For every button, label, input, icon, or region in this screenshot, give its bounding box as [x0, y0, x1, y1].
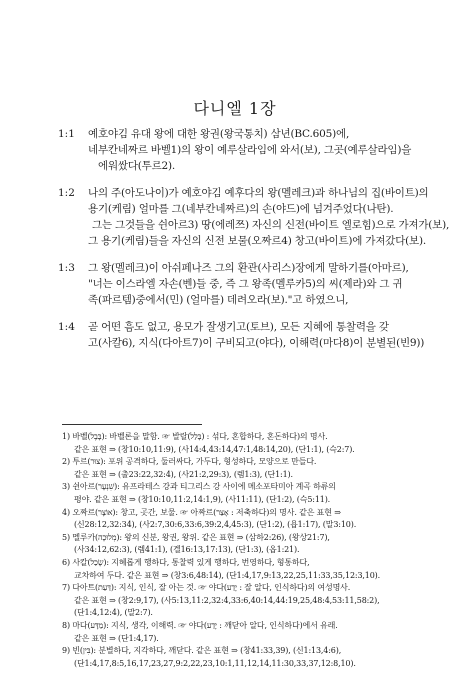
- verse-line: 고(사칼6), 지식(다아트7)이 구비되고(야다), 이해력(마다8)이 분별된(빈9)): [88, 337, 425, 349]
- footnote-2: [62, 456, 442, 481]
- footnote-divider: [62, 424, 202, 425]
- footnote-text: 오짜르(אוֹצָר): 창고, 곳간, 보물. ☞ 아짜르(אָצַר : 저축하다)의 명사. 같은 표현 ⇒: [72, 507, 341, 517]
- verse-line: 용기(케림) 얼마를 그(네부칸네짜르)의 손(야드)에 넘겨주었다(나탄).: [88, 203, 394, 215]
- verse-line: 에워쌌다(투르2).: [98, 160, 176, 172]
- verse-1-3: [58, 260, 430, 308]
- verse-line: 그는 그것들을 쉰아르3) 땅(에레쯔) 자신의 신전(바이트 엘로힘)으로 가져가(보),: [92, 219, 450, 231]
- footnote-3: [62, 481, 442, 506]
- footnote-number: 8): [62, 620, 70, 630]
- verse-line: "너는 이스라엘 자손(벤)들 중, 즉 그 왕족(멜루카5)의 씨(제라)와 그 귀: [88, 278, 403, 290]
- footnote-text: 투르(צוּר): 포위 공격하다, 둘러싸다, 가두다, 형성하다, 모양으로 만들다.: [72, 457, 317, 467]
- footnote-number: 1): [62, 432, 70, 441]
- footnote-line: 평야. 같은 표현 ⇒ (창10:10,11:2,14:1,9), (사11:11), (단1:2), (슥5:11).: [74, 494, 331, 504]
- footnote-number: 7): [62, 583, 70, 593]
- footnote-1: [62, 431, 442, 456]
- footnote-number: 4): [62, 507, 70, 517]
- verse-line: 그 용기(케림)들을 자신의 신전 보물(오짜르4) 창고(바이트)에 가져갔다(보).: [88, 235, 427, 247]
- footnote-line: 교차하여 두다. 같은 표현 ⇒ (창3:6,48:14), (단1:4,17,9:13,22,25,11:33,35,12:3,10).: [74, 570, 381, 580]
- verse-number: 1:2: [58, 187, 75, 199]
- verse-line: 곧 어떤 흠도 없고, 용모가 잘생기고(토브), 모든 지혜에 통찰력을 갖: [88, 321, 389, 333]
- footnote-line: (사34:12,62:3), (렘41:1), (겔16:13,17:13), (단1:3), (옵1:21).: [74, 545, 300, 555]
- footnote-line: [62, 532, 442, 545]
- footnote-5: [62, 532, 442, 557]
- footnote-line: [62, 645, 442, 658]
- footnote-line: 같은 표현 ⇒ (출23:22,32:4), (사21:2,29:3), (렘1:3), (단1:1).: [74, 469, 293, 479]
- footnote-number: 5): [62, 532, 70, 542]
- footnote-text: 빈(בִּין): 분별하다, 지각하다, 깨닫다. 같은 표현 ⇒ (창41:33,39), (신1:13,4:6),: [72, 646, 342, 656]
- footnote-line: [62, 582, 442, 595]
- footnote-line: [62, 620, 442, 633]
- footnote-text: 마다(מַדָּע): 지식, 생각, 이해력. ☞ 야다(יָדַע : 깨닫아 알다, 인식하다)에서 유래.: [72, 620, 338, 630]
- footnote-line: [62, 481, 442, 494]
- footnote-line: (단1:4,12:4), (말2:7).: [74, 608, 153, 618]
- footnote-number: 6): [62, 557, 70, 567]
- verse-line: 그 왕(멜레크)이 아쉬페나즈 그의 환관(사리스)장에게 말하기를(아마르),: [88, 262, 409, 274]
- verse-text: [88, 260, 430, 308]
- verse-1-4: [58, 319, 430, 351]
- footnote-text: 다아트(דַּעַת): 지식, 인식, 잘 아는 것. ☞ 야다(יָדַע : 잘 알다, 인식하다)의 여성명사.: [72, 583, 351, 593]
- footnote-line: [62, 456, 442, 469]
- footnote-7: [62, 582, 442, 620]
- footnote-line: 같은 표현 ⇒ (창2:9,17), (사5:13,11:2,32:4,33:6,40:14,44:19,25,48:4,53:11,58:2),: [74, 595, 380, 605]
- verse-number: 1:1: [58, 128, 75, 140]
- footnote-4: [62, 507, 442, 532]
- footnote-9: [62, 645, 442, 670]
- footnote-text: 멜루카(מְלוּכָה): 왕의 신분, 왕권, 왕위. 같은 표현 ⇒ (삼하2:26), (왕상21:7),: [72, 532, 330, 542]
- verse-1-2: [58, 185, 450, 249]
- verse-number: 1:3: [58, 262, 75, 274]
- verse-text: [88, 126, 430, 174]
- verse-line: 네부칸네짜르 바벨1)의 왕이 예루살라임에 와서(보), 그곳(예루살라임)을: [88, 144, 412, 156]
- verse-line: 족(파르템)중에서(민) (얼마를) 데려오라(보)."고 하였으니,: [88, 294, 349, 306]
- footnote-6: [62, 557, 442, 582]
- footnote-text: 바벨(בָּבֶל): 바벨론을 말함. ☞ 발랄(בָּלַל) : 섞다, 혼합하다, 혼돈하다)의 명사.: [72, 432, 328, 441]
- footnote-line: 같은 표현 ⇒ (단1:4,17).: [74, 633, 159, 643]
- footnote-list: [62, 431, 442, 670]
- verse-number: 1:4: [58, 321, 75, 333]
- footnote-line: (단1:4,17,8:5,16,17,23,27,9:2,22,23,10:1,11,12,14,11:30,33,37,12:8,10).: [74, 658, 356, 668]
- footnote-number: 9): [62, 646, 70, 656]
- footnote-line: [62, 557, 442, 570]
- verse-text: [88, 185, 449, 249]
- footnote-text: 쉰아르(שִׁנְעָר): 유프라테스 강과 티그리스 강 사이에 메소포타미아 계곡 하류의: [72, 482, 336, 492]
- chapter-title: 다니엘 1장: [193, 99, 277, 118]
- footnote-line: [62, 431, 442, 444]
- verse-list: [58, 126, 450, 362]
- footnote-number: 3): [62, 482, 70, 492]
- footnote-line: (신28:12,32:34), (사2:7,30:6,33:6,39:2,4,45:3), (단1:2), (욥1:17), (말3:10).: [74, 520, 357, 530]
- footnote-line: 같은 표현 ⇒ (창10:10,11:9), (사14:4,43:14,47:1,48:14,20), (단1:1), (슥2:7).: [74, 444, 355, 454]
- verse-text: [88, 319, 430, 351]
- verse-line: 나의 주(아도나이)가 예호야김 예후다의 왕(멜레크)과 하나님의 집(바이트)의: [88, 187, 429, 199]
- footnote-8: [62, 620, 442, 645]
- footnote-line: [62, 507, 442, 520]
- footnote-text: 사칼(שָׂכַל): 지혜롭게 행하다, 통찰력 있게 행하다, 번영하다, 형통하다,: [72, 557, 310, 567]
- verse-line: 예호야김 유대 왕에 대한 왕권(왕국통치) 삼년(BC.605)에,: [88, 128, 350, 140]
- verse-1-1: [58, 126, 430, 174]
- footnote-number: 2): [62, 457, 70, 467]
